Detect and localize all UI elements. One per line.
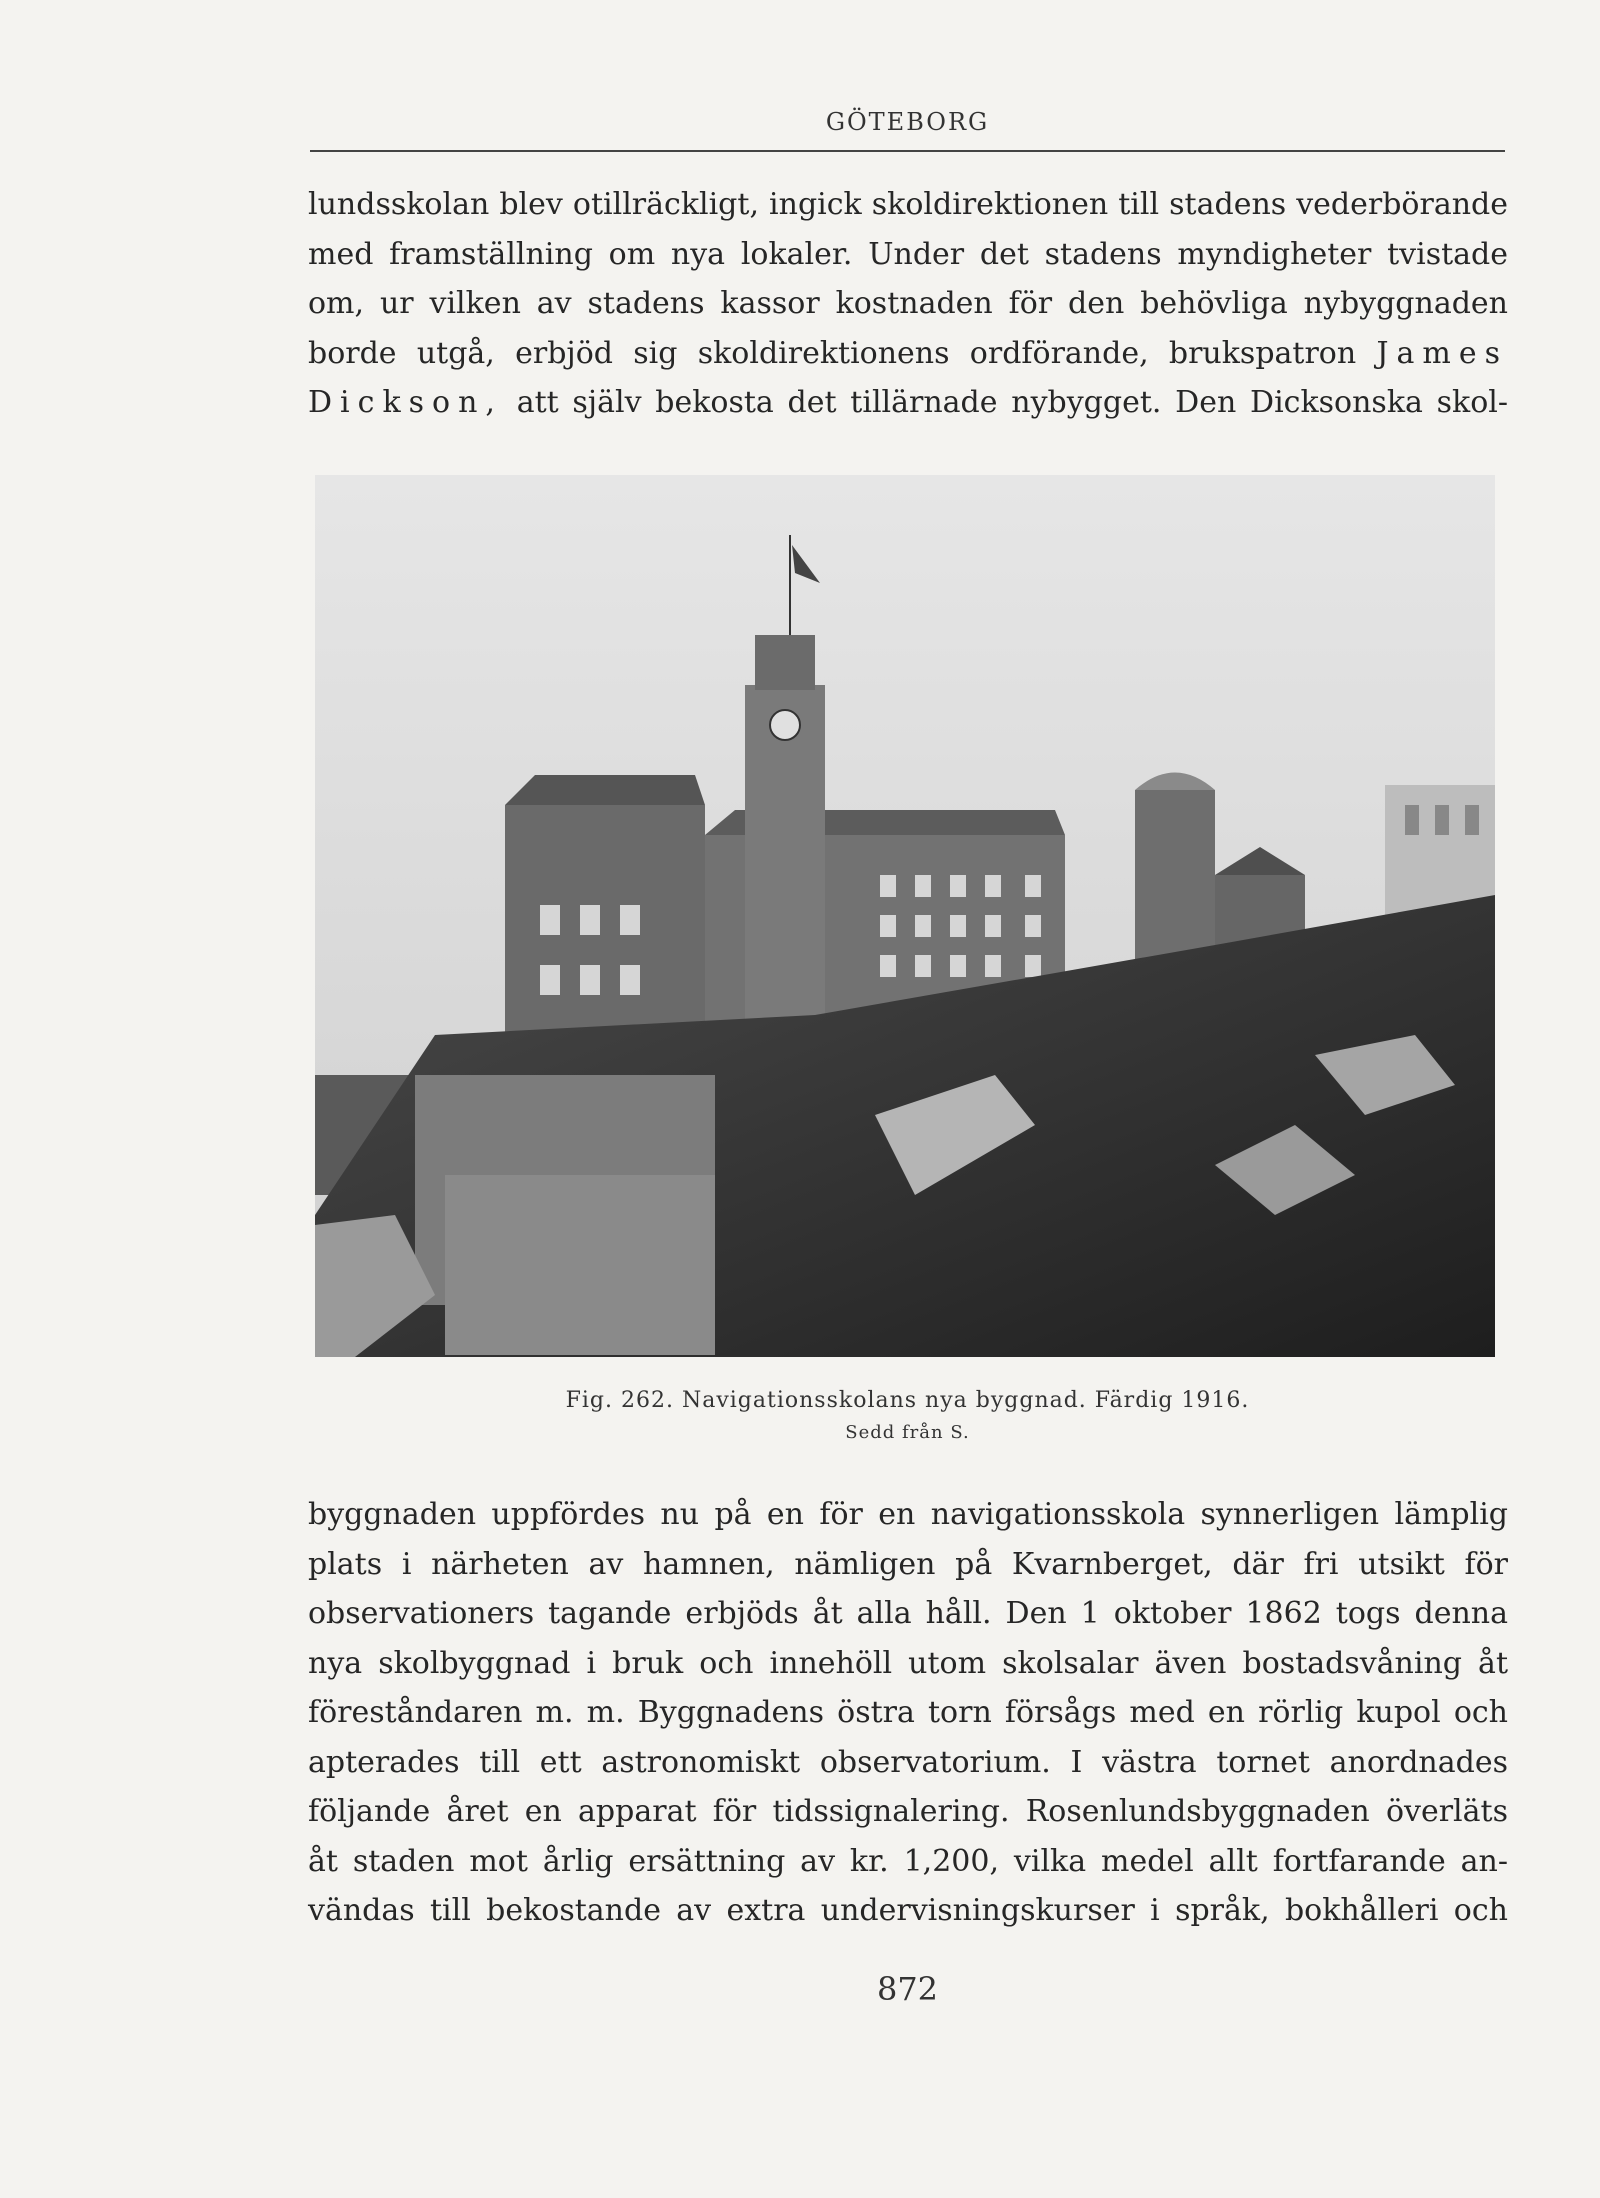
header-rule: [310, 150, 1505, 152]
text-line-with-name: [308, 378, 1508, 428]
text-fragment: att själv bekosta det tillärnade nybygget. Den Dicksonska skol-: [516, 385, 1508, 420]
spaced-name-last: Dickson,: [308, 385, 503, 420]
page-number: 872: [876, 1970, 939, 2008]
text-line: åt staden mot årlig ersättning av kr. 1,200, vilka medel allt fortfarande an-: [308, 1843, 1508, 1879]
text-line: lundsskolan blev otillräckligt, ingick skoldirektionen till stadens vederbörande: [308, 187, 1508, 222]
paragraph-bottom: [308, 1490, 1508, 1936]
text-line: föreståndaren m. m. Byggnadens östra torn försågs med en rörlig kupol och: [308, 1695, 1508, 1730]
text-line: med framställning om nya lokaler. Under det stadens myndigheter tvistade: [308, 236, 1508, 272]
figure-caption: [310, 1385, 1505, 1449]
text-line: vändas till bekostande av extra undervisningskurser i språk, bokhålleri och: [308, 1893, 1508, 1928]
text-line: apterades till ett astronomiskt observatorium. I västra tornet anordnades: [308, 1744, 1508, 1780]
caption-subline: Sedd från S.: [845, 1422, 970, 1443]
text-line: observationers tagande erbjöds åt alla håll. Den 1 oktober 1862 togs denna: [308, 1596, 1508, 1631]
text-fragment: borde utgå, erbjöd sig skoldirektionens ordförande, brukspatron: [308, 335, 1357, 371]
text-line: byggnaden uppfördes nu på en för en navigationsskola synnerligen lämplig: [308, 1497, 1508, 1532]
running-title: GÖTEBORG: [825, 108, 990, 136]
text-line: nya skolbyggnad i bruk och innehöll utom skolsalar även bostadsvåning åt: [308, 1645, 1508, 1681]
text-line: följande året en apparat för tidssignalering. Rosenlundsbyggnaden överläts: [308, 1794, 1508, 1829]
photograph-navigation-school: [315, 475, 1495, 1357]
text-line-with-name: [308, 329, 1508, 379]
text-line: plats i närheten av hamnen, nämligen på Kvarnberget, där fri utsikt för: [308, 1546, 1508, 1582]
spaced-name-first: James: [1376, 335, 1508, 371]
text-line: om, ur vilken av stadens kassor kostnaden för den behövliga nybyggnaden: [308, 286, 1508, 321]
paragraph-top: [308, 180, 1508, 428]
caption-line: Fig. 262. Navigationsskolans nya byggnad. Färdig 1916.: [565, 1388, 1250, 1413]
